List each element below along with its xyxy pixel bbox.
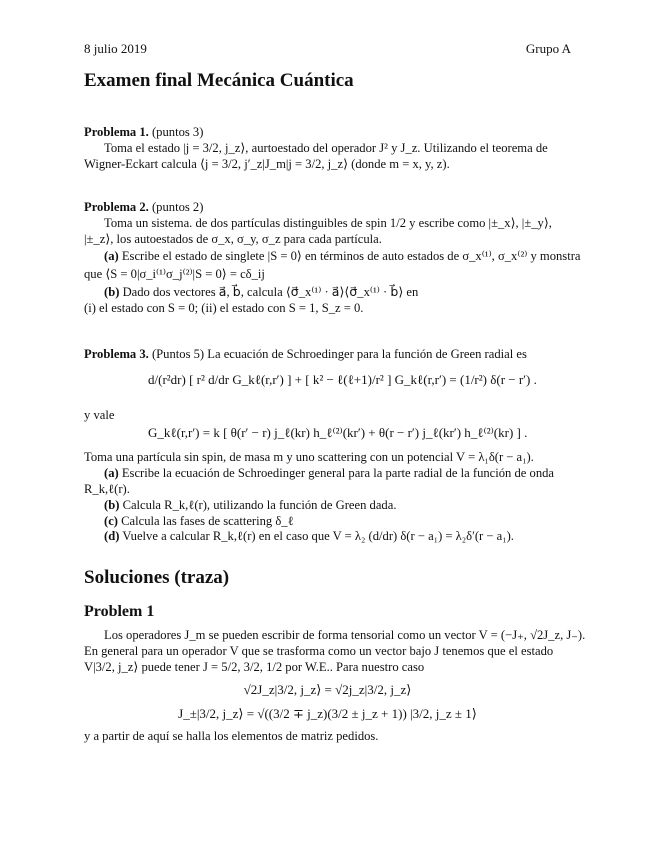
problem-3d-label: (d) — [104, 529, 120, 543]
problem-2b-line-2: (i) el estado con S = 0; (ii) el estado con S = 1, S_z = 0. — [84, 301, 364, 315]
problem-1-points: (puntos 3) — [151, 125, 204, 139]
problem-2a-label: (a) — [104, 249, 119, 263]
solutions-title: Soluciones (traza) — [84, 567, 230, 588]
solutions-subtitle: Problem 1 — [84, 603, 155, 620]
problem-2a-text: Escribe el estado de singlete |S = 0⟩ en términos de auto estados de σ_x⁽¹⁾, σ_x⁽²⁾ y monstra — [121, 249, 581, 263]
solution-line-4: y a partir de aquí se halla los elementos de matriz pedidos. — [84, 729, 379, 743]
problem-2-points: (puntos 2) — [151, 200, 204, 214]
green-equation: d/(r²dr) [ r² d/dr G_kℓ(r,r′) ] + [ k² − ℓ(ℓ+1)/r² ] G_kℓ(r,r′) = (1/r²) δ(r − r′) . — [148, 372, 537, 387]
problem-2b-text: Dado dos vectores a⃗, b⃗, calcula ⟨σ⃗_x⁽¹⁾ · a⃗⟩⟨σ⃗_x⁽¹⁾ · b⃗⟩ en — [122, 285, 419, 299]
solution-line-3: V|3/2, j_z⟩ puede tener J = 5/2, 3/2, 1/2 por W.E.. Para nuestro caso — [84, 660, 425, 674]
problem-1-line-1: Toma el estado |j = 3/2, j_z⟩, aurtoestado del operador J² y J_z. Utilizando el teorema de — [104, 141, 548, 155]
problem-1-line-2: Wigner-Eckart calcula ⟨j = 3/2, j′_z|J_m|j = 3/2, j_z⟩ (donde m = x, y, z). — [84, 157, 450, 171]
problem-2a — [104, 248, 584, 265]
problem-3b-label: (b) — [104, 498, 120, 512]
problem-1-label: Problema 1. — [84, 125, 149, 139]
problem-3a-label: (a) — [104, 466, 119, 480]
solution-equation-2: J_±|3/2, j_z⟩ = √((3/2 ∓ j_z)(3/2 ± j_z + 1)) |3/2, j_z ± 1⟩ — [178, 706, 477, 721]
problem-3b — [104, 497, 584, 514]
solution-line-2: En general para un operador V que se trasforma como un vector bajo J tenemos que el estado — [84, 644, 554, 658]
problem-3-particle-line: Toma una partícula sin spin, de masa m y uno scattering con un potencial V = λ₁δ(r − a₁). — [84, 450, 534, 464]
problem-3a — [104, 465, 584, 482]
problem-3a-text: Escribe la ecuación de Schroedinger general para la parte radial de la función de onda — [121, 466, 555, 480]
problem-3-label: Problema 3. — [84, 347, 149, 361]
header-date: 8 julio 2019 — [84, 41, 147, 56]
problem-2a-line-2: que ⟨S = 0|σ_i⁽¹⁾σ_j⁽²⁾|S = 0⟩ = cδ_ij — [84, 267, 265, 281]
problem-3d — [104, 528, 584, 545]
problem-2-heading — [84, 199, 584, 216]
problem-3c-text: Calcula las fases de scattering δ_ℓ — [121, 514, 294, 528]
problem-3-yvale: y vale — [84, 408, 115, 422]
problem-3d-text: Vuelve a calcular R_k,ℓ(r) en el caso que V = λ₂ (d/dr) δ(r − a₁) = λ₂δ′(r − a₁). — [122, 529, 514, 543]
problem-2-line-1: Toma un sistema. de dos partículas distinguibles de spin 1/2 y escribe como |±_x⟩, |±_y⟩, — [104, 216, 552, 230]
problem-3b-text: Calcula R_k,ℓ(r), utilizando la función de Green dada. — [122, 498, 397, 512]
problem-3-points: (Puntos 5) — [151, 347, 205, 361]
problem-1-heading — [84, 124, 584, 141]
problem-3-intro: La ecuación de Schroedinger para la función de Green radial es — [207, 347, 527, 361]
green-function-equation: G_kℓ(r,r′) = k [ θ(r′ − r) j_ℓ(kr) h_ℓ⁽²⁾(kr′) + θ(r − r′) j_ℓ(kr′) h_ℓ⁽²⁾(kr) ] . — [148, 425, 528, 440]
problem-3-heading — [84, 346, 584, 363]
solution-line-1: Los operadores J_m se pueden escribir de forma tensorial como un vector V = (−J₊, √2J_z, J₋). — [104, 628, 586, 642]
problem-2b — [104, 284, 584, 301]
page-title: Examen final Mecánica Cuántica — [84, 70, 354, 91]
problem-2-line-2: |±_z⟩, los autoestados de σ_x, σ_y, σ_z para cada partícula. — [84, 232, 382, 246]
problem-3c-label: (c) — [104, 514, 118, 528]
problem-2-label: Problema 2. — [84, 200, 149, 214]
problem-3a-line-2: R_k,ℓ(r). — [84, 482, 130, 496]
solution-equation-1: √2J_z|3/2, j_z⟩ = √2j_z|3/2, j_z⟩ — [243, 682, 412, 697]
problem-2b-label: (b) — [104, 285, 120, 299]
header-group: Grupo A — [525, 41, 571, 56]
